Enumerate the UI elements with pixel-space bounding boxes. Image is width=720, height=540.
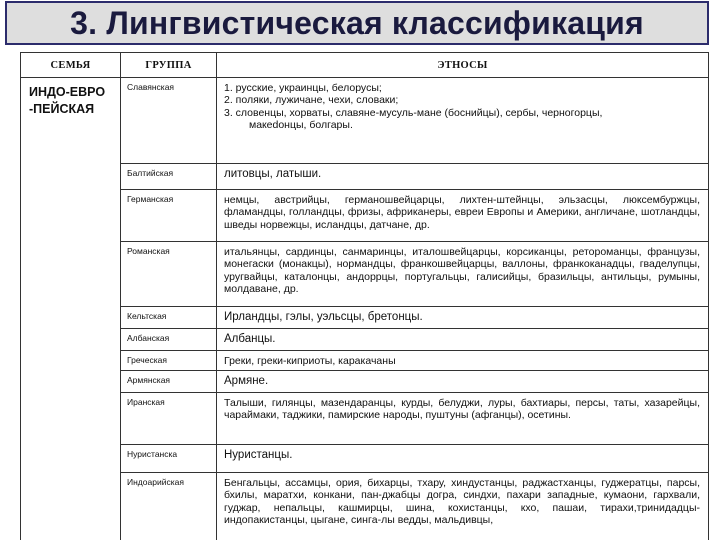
ethnos-cell bbox=[217, 78, 709, 164]
table-row bbox=[21, 164, 709, 190]
table-row bbox=[21, 445, 709, 473]
group-cell: Кельтская bbox=[121, 307, 217, 329]
family-name-line1: ИНДО-ЕВРО bbox=[29, 85, 106, 99]
ethnos-line: 3. словенцы, хорваты, славяне-мусуль-мане (боснийцы), сербы, черногорцы, bbox=[224, 106, 603, 119]
group-cell: Германская bbox=[121, 190, 217, 242]
ethnos-cell: Греки, греки-киприоты, каракачаны bbox=[217, 351, 709, 371]
header-row bbox=[21, 53, 709, 78]
table-row bbox=[21, 307, 709, 329]
group-cell: Нуристанска bbox=[121, 445, 217, 473]
ethnos-cell: итальянцы, сардинцы, санмаринцы, италошвейцарцы, корсиканцы, ретороманцы, французы, монегаски (монакцы), нормандцы, франкошвейцарцы, валлоны, франкоканадцы, гваделупцы, уругвайцы, каталонцы, андоррцы, португальцы, галисийцы, бразильцы, антильцы, румыны, молдаване, др. bbox=[217, 242, 709, 307]
family-cell bbox=[21, 78, 121, 540]
header-group: ГРУППА bbox=[121, 53, 217, 78]
group-cell: Армянская bbox=[121, 371, 217, 393]
classification-table bbox=[20, 52, 709, 540]
ethnos-line: макedонцы, болгары. bbox=[249, 118, 353, 131]
group-cell: Балтийская bbox=[121, 164, 217, 190]
table-row bbox=[21, 351, 709, 371]
group-cell: Индоарийская bbox=[121, 473, 217, 540]
ethnos-cell: немцы, австрийцы, германошвейцарцы, лихтен-штейнцы, эльзасцы, люксембуржцы, фламандцы, голландцы, фризы, африканеры, евреи Европы и Америки, англичане, шотландцы, шведы норвежцы, исландцы, датчане, др. bbox=[217, 190, 709, 242]
group-cell: Славянская bbox=[121, 78, 217, 164]
page-title: 3. Лингвистическая классификация bbox=[70, 4, 644, 41]
header-family: СЕМЬЯ bbox=[21, 53, 121, 78]
ethnos-cell: литовцы, латыши. bbox=[217, 164, 709, 190]
group-cell: Албанская bbox=[121, 329, 217, 351]
group-cell: Романская bbox=[121, 242, 217, 307]
ethnos-cell: Талыши, гилянцы, мазендаранцы, курды, белуджи, луры, бахтиары, персы, таты, хазарейцы, чараймаки, таджики, памирские народы, пуштуны (афганцы), осетины. bbox=[217, 393, 709, 445]
ethnos-cell: Армяне. bbox=[217, 371, 709, 393]
ethnos-cell: Албанцы. bbox=[217, 329, 709, 351]
table-row bbox=[21, 393, 709, 445]
ethnos-line: 2. поляки, лужичане, чехи, словаки; bbox=[224, 94, 399, 107]
table-row bbox=[21, 242, 709, 307]
table-row bbox=[21, 371, 709, 393]
table-row bbox=[21, 473, 709, 540]
group-cell: Греческая bbox=[121, 351, 217, 371]
title-bar bbox=[5, 1, 709, 45]
table-row bbox=[21, 329, 709, 351]
table-row bbox=[21, 190, 709, 242]
ethnos-cell: Бенгальцы, ассамцы, ория, бихарцы, тхару, хиндустанцы, раджастханцы, гуджератцы, парсы, бхилы, маратхи, конкани, пан-джабцы догра, синдхи, пахари западные, кумаони, гархвали, гуджар, непальцы, кашмирцы, шина, кохистанцы, кхо, пашаи, тирахи,тринидадцы-индопакистанцы, цыгане, сингa-лы ведды, мальдивцы, bbox=[217, 473, 709, 540]
table-row bbox=[21, 78, 709, 164]
ethnos-line: 1. русские, украинцы, белорусы; bbox=[224, 82, 382, 94]
group-cell: Иранская bbox=[121, 393, 217, 445]
ethnos-cell: Ирландцы, гэлы, уэльсцы, бретонцы. bbox=[217, 307, 709, 329]
ethnos-cell: Нуристанцы. bbox=[217, 445, 709, 473]
header-ethnos: ЭТНОСЫ bbox=[217, 53, 709, 78]
family-name-line2: -ПЕЙСКАЯ bbox=[29, 102, 95, 116]
